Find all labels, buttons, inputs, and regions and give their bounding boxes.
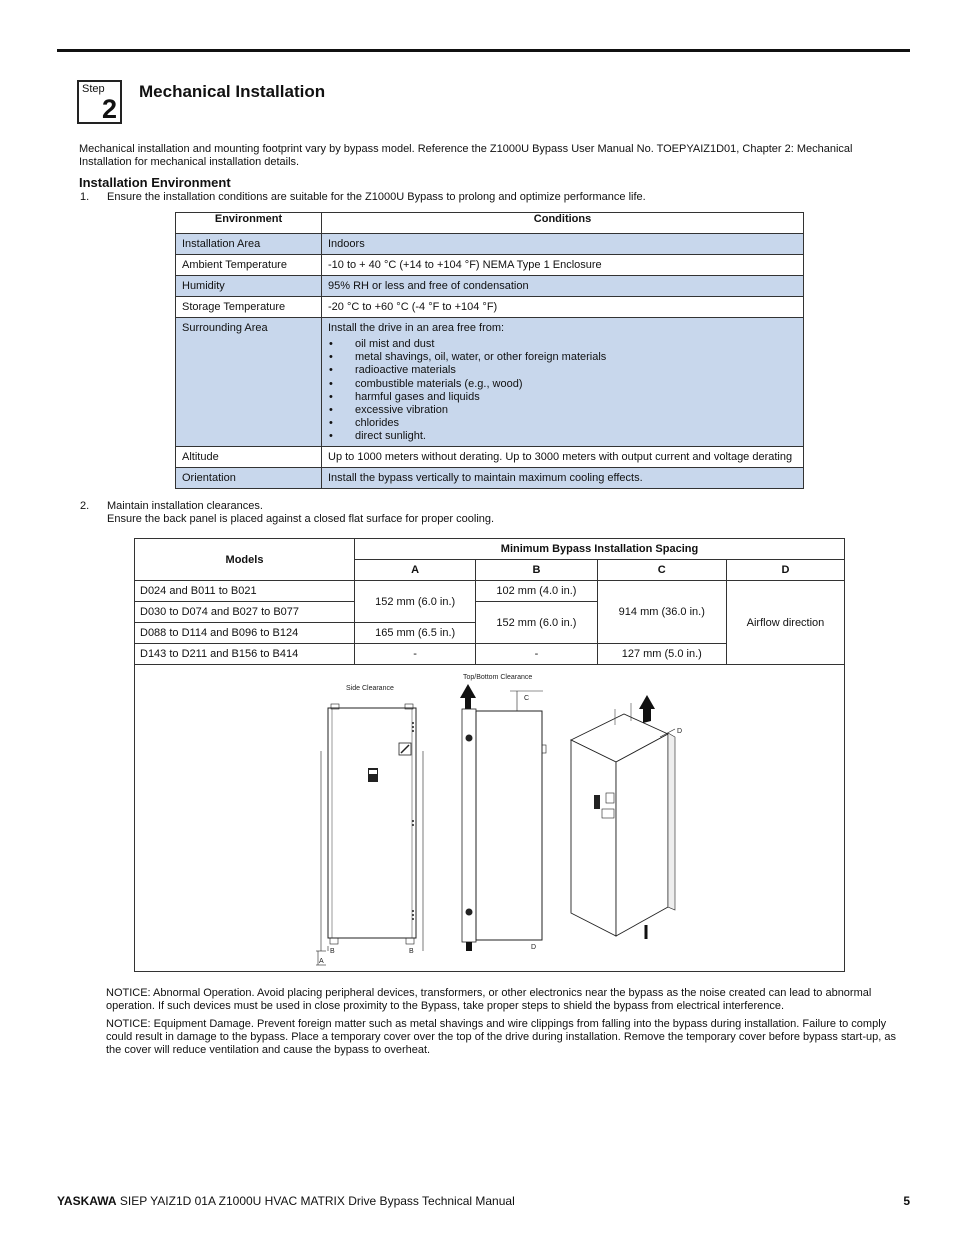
list-item: • metal shavings, oil, water, or other foreign materials xyxy=(328,351,797,364)
table-row xyxy=(176,467,804,488)
conditions-header: Conditions xyxy=(322,213,804,234)
airflow-up-arrow xyxy=(639,695,655,723)
cond-cell: Indoors xyxy=(322,234,804,255)
iso-back-plate xyxy=(668,733,675,910)
table-row xyxy=(176,234,804,255)
footer-text: SIEP YAIZ1D 01A Z1000U HVAC MATRIX Drive Bypass Technical Manual xyxy=(116,1194,515,1208)
list-item: • oil mist and dust xyxy=(328,338,797,351)
latch-icon xyxy=(412,824,414,826)
env-cell: Storage Temperature xyxy=(176,297,322,318)
b-cell: 102 mm (4.0 in.) xyxy=(476,581,597,602)
clearance-diagram xyxy=(134,661,845,972)
foot-tab xyxy=(406,938,414,944)
step-1-number: 1. xyxy=(80,191,90,203)
cond-cell: 95% RH or less and free of condensation xyxy=(322,276,804,297)
side-profile-panel xyxy=(462,709,476,942)
model-cell: D024 and B011 to B021 xyxy=(135,581,355,602)
surrounding-intro: Install the drive in an area free from: xyxy=(328,322,505,334)
step-2 xyxy=(80,500,880,526)
model-cell: D030 to D074 and B027 to B077 xyxy=(135,602,355,623)
list-item: • direct sunlight. xyxy=(328,430,797,443)
b-cell: - xyxy=(476,644,597,665)
latch-icon xyxy=(412,918,414,920)
step-1 xyxy=(80,191,880,204)
footer-title xyxy=(57,1194,515,1208)
a-cell: 165 mm (6.5 in.) xyxy=(355,623,476,644)
iso-keypad-icon xyxy=(594,795,600,809)
table-row xyxy=(135,581,845,602)
env-cell: Orientation xyxy=(176,467,322,488)
cond-cell: Up to 1000 meters without derating. Up to 3000 meters with output current and voltage derating xyxy=(322,446,804,467)
latch-icon xyxy=(412,730,414,732)
top-bottom-clearance-label: Top/Bottom Clearance xyxy=(463,674,533,681)
a-cell: - xyxy=(355,644,476,665)
env-heading: Installation Environment xyxy=(79,175,231,190)
header-rule xyxy=(57,49,910,52)
intro-paragraph: Mechanical installation and mounting footprint vary by bypass model. Reference the Z1000U Bypass User Manual No. TOEPYAIZ1D01, Chapter 2: Mechanical Installation for mechanical installation details. xyxy=(79,143,853,168)
table-row xyxy=(176,446,804,467)
side-clearance-label: Side Clearance xyxy=(346,685,394,692)
label-d-bottom: D xyxy=(531,944,537,951)
col-b-header: B xyxy=(476,560,597,581)
iso-label-plate xyxy=(602,809,614,818)
list-item: • chlorides xyxy=(328,417,797,430)
c-cell: 127 mm (5.0 in.) xyxy=(597,644,726,665)
latch-icon xyxy=(412,726,414,728)
step-2-line-1: Maintain installation clearances. xyxy=(107,500,263,512)
env-cell: Installation Area xyxy=(176,234,322,255)
step-2-number: 2. xyxy=(80,500,90,512)
models-header: Models xyxy=(135,539,355,581)
foot-tab xyxy=(330,938,338,944)
notice-abnormal-operation: NOTICE: Abnormal Operation. Avoid placing peripheral devices, transformers, or other electronics near the bypass as the noise created can lead to abnormal operation. If such devices must be used in close proximity to the Bypass, take proper steps to shield the bypass from electrical interference. xyxy=(106,987,872,1012)
label-b-right: B xyxy=(409,948,414,955)
d-cell: Airflow direction xyxy=(726,581,844,665)
env-cell: Altitude xyxy=(176,446,322,467)
col-c-header: C xyxy=(597,560,726,581)
col-a-header: A xyxy=(355,560,476,581)
step-word: Step xyxy=(82,83,105,95)
env-cell: Ambient Temperature xyxy=(176,255,322,276)
env-cell: Humidity xyxy=(176,276,322,297)
iso-side-face xyxy=(616,734,668,936)
env-header: Environment xyxy=(176,213,322,234)
environment-table xyxy=(175,212,804,489)
latch-icon xyxy=(412,722,414,724)
step-number: 2 xyxy=(101,94,117,124)
a-cell: 152 mm (6.0 in.) xyxy=(355,581,476,623)
table-row xyxy=(176,255,804,276)
label-c: C xyxy=(524,695,530,702)
model-cell: D088 to D114 and B096 to B124 xyxy=(135,623,355,644)
label-d-iso: D xyxy=(677,728,683,735)
table-row xyxy=(176,297,804,318)
page-number: 5 xyxy=(903,1194,910,1208)
keypad-screen xyxy=(369,770,377,774)
list-item: • excessive vibration xyxy=(328,404,797,417)
spacing-group-header: Minimum Bypass Installation Spacing xyxy=(355,539,845,560)
list-item: • harmful gases and liquids xyxy=(328,391,797,404)
side-view-cabinet xyxy=(328,708,416,938)
step-1-text: Ensure the installation conditions are suitable for the Z1000U Bypass to prolong and optimize performance life. xyxy=(107,191,646,203)
c-cell: 914 mm (36.0 in.) xyxy=(597,581,726,644)
table-row xyxy=(176,318,804,447)
latch-icon xyxy=(412,910,414,912)
cond-cell xyxy=(322,318,804,447)
base-block xyxy=(466,942,472,951)
cond-cell: -10 to + 40 °C (+14 to +104 °F) NEMA Type 1 Enclosure xyxy=(322,255,804,276)
cond-cell: -20 °C to +60 °C (-4 °F to +104 °F) xyxy=(322,297,804,318)
latch-icon xyxy=(412,820,414,822)
iso-front-face xyxy=(571,740,616,936)
surrounding-list xyxy=(328,338,797,444)
list-item: • radioactive materials xyxy=(328,364,797,377)
list-item: • combustible materials (e.g., wood) xyxy=(328,378,797,391)
b-cell: 152 mm (6.0 in.) xyxy=(476,602,597,644)
section-title: Mechanical Installation xyxy=(139,82,326,101)
latch-icon xyxy=(412,914,414,916)
table-row xyxy=(176,276,804,297)
footer-brand: YASKAWA xyxy=(57,1194,117,1208)
notice-equipment-damage: NOTICE: Equipment Damage. Prevent foreign matter such as metal shavings and wire clippings from falling into the bypass during installation. Failure to comply could result in damage to the bypass. Place a temporary cover over the top of the drive during installation. Remove the temporary cover before bypass start-up, as the cover will reduce ventilation and cause the bypass to overheat. xyxy=(106,1018,896,1056)
vent-icon xyxy=(466,735,473,742)
step-badge xyxy=(77,80,122,124)
cond-cell: Install the bypass vertically to maintain maximum cooling effects. xyxy=(322,467,804,488)
model-cell: D143 to D211 and B156 to B414 xyxy=(135,644,355,665)
col-d-header: D xyxy=(726,560,844,581)
vent-icon xyxy=(466,909,473,916)
airflow-up-arrow xyxy=(460,684,476,709)
step-2-line-2: Ensure the back panel is placed against a closed flat surface for proper cooling. xyxy=(107,513,495,525)
handle-icon xyxy=(542,745,546,753)
env-cell: Surrounding Area xyxy=(176,318,322,447)
label-a: A xyxy=(319,958,324,965)
label-b-left: B xyxy=(330,948,335,955)
spacing-table xyxy=(134,538,845,665)
side-profile-cabinet xyxy=(476,711,542,940)
clearance-illustration xyxy=(135,661,846,972)
